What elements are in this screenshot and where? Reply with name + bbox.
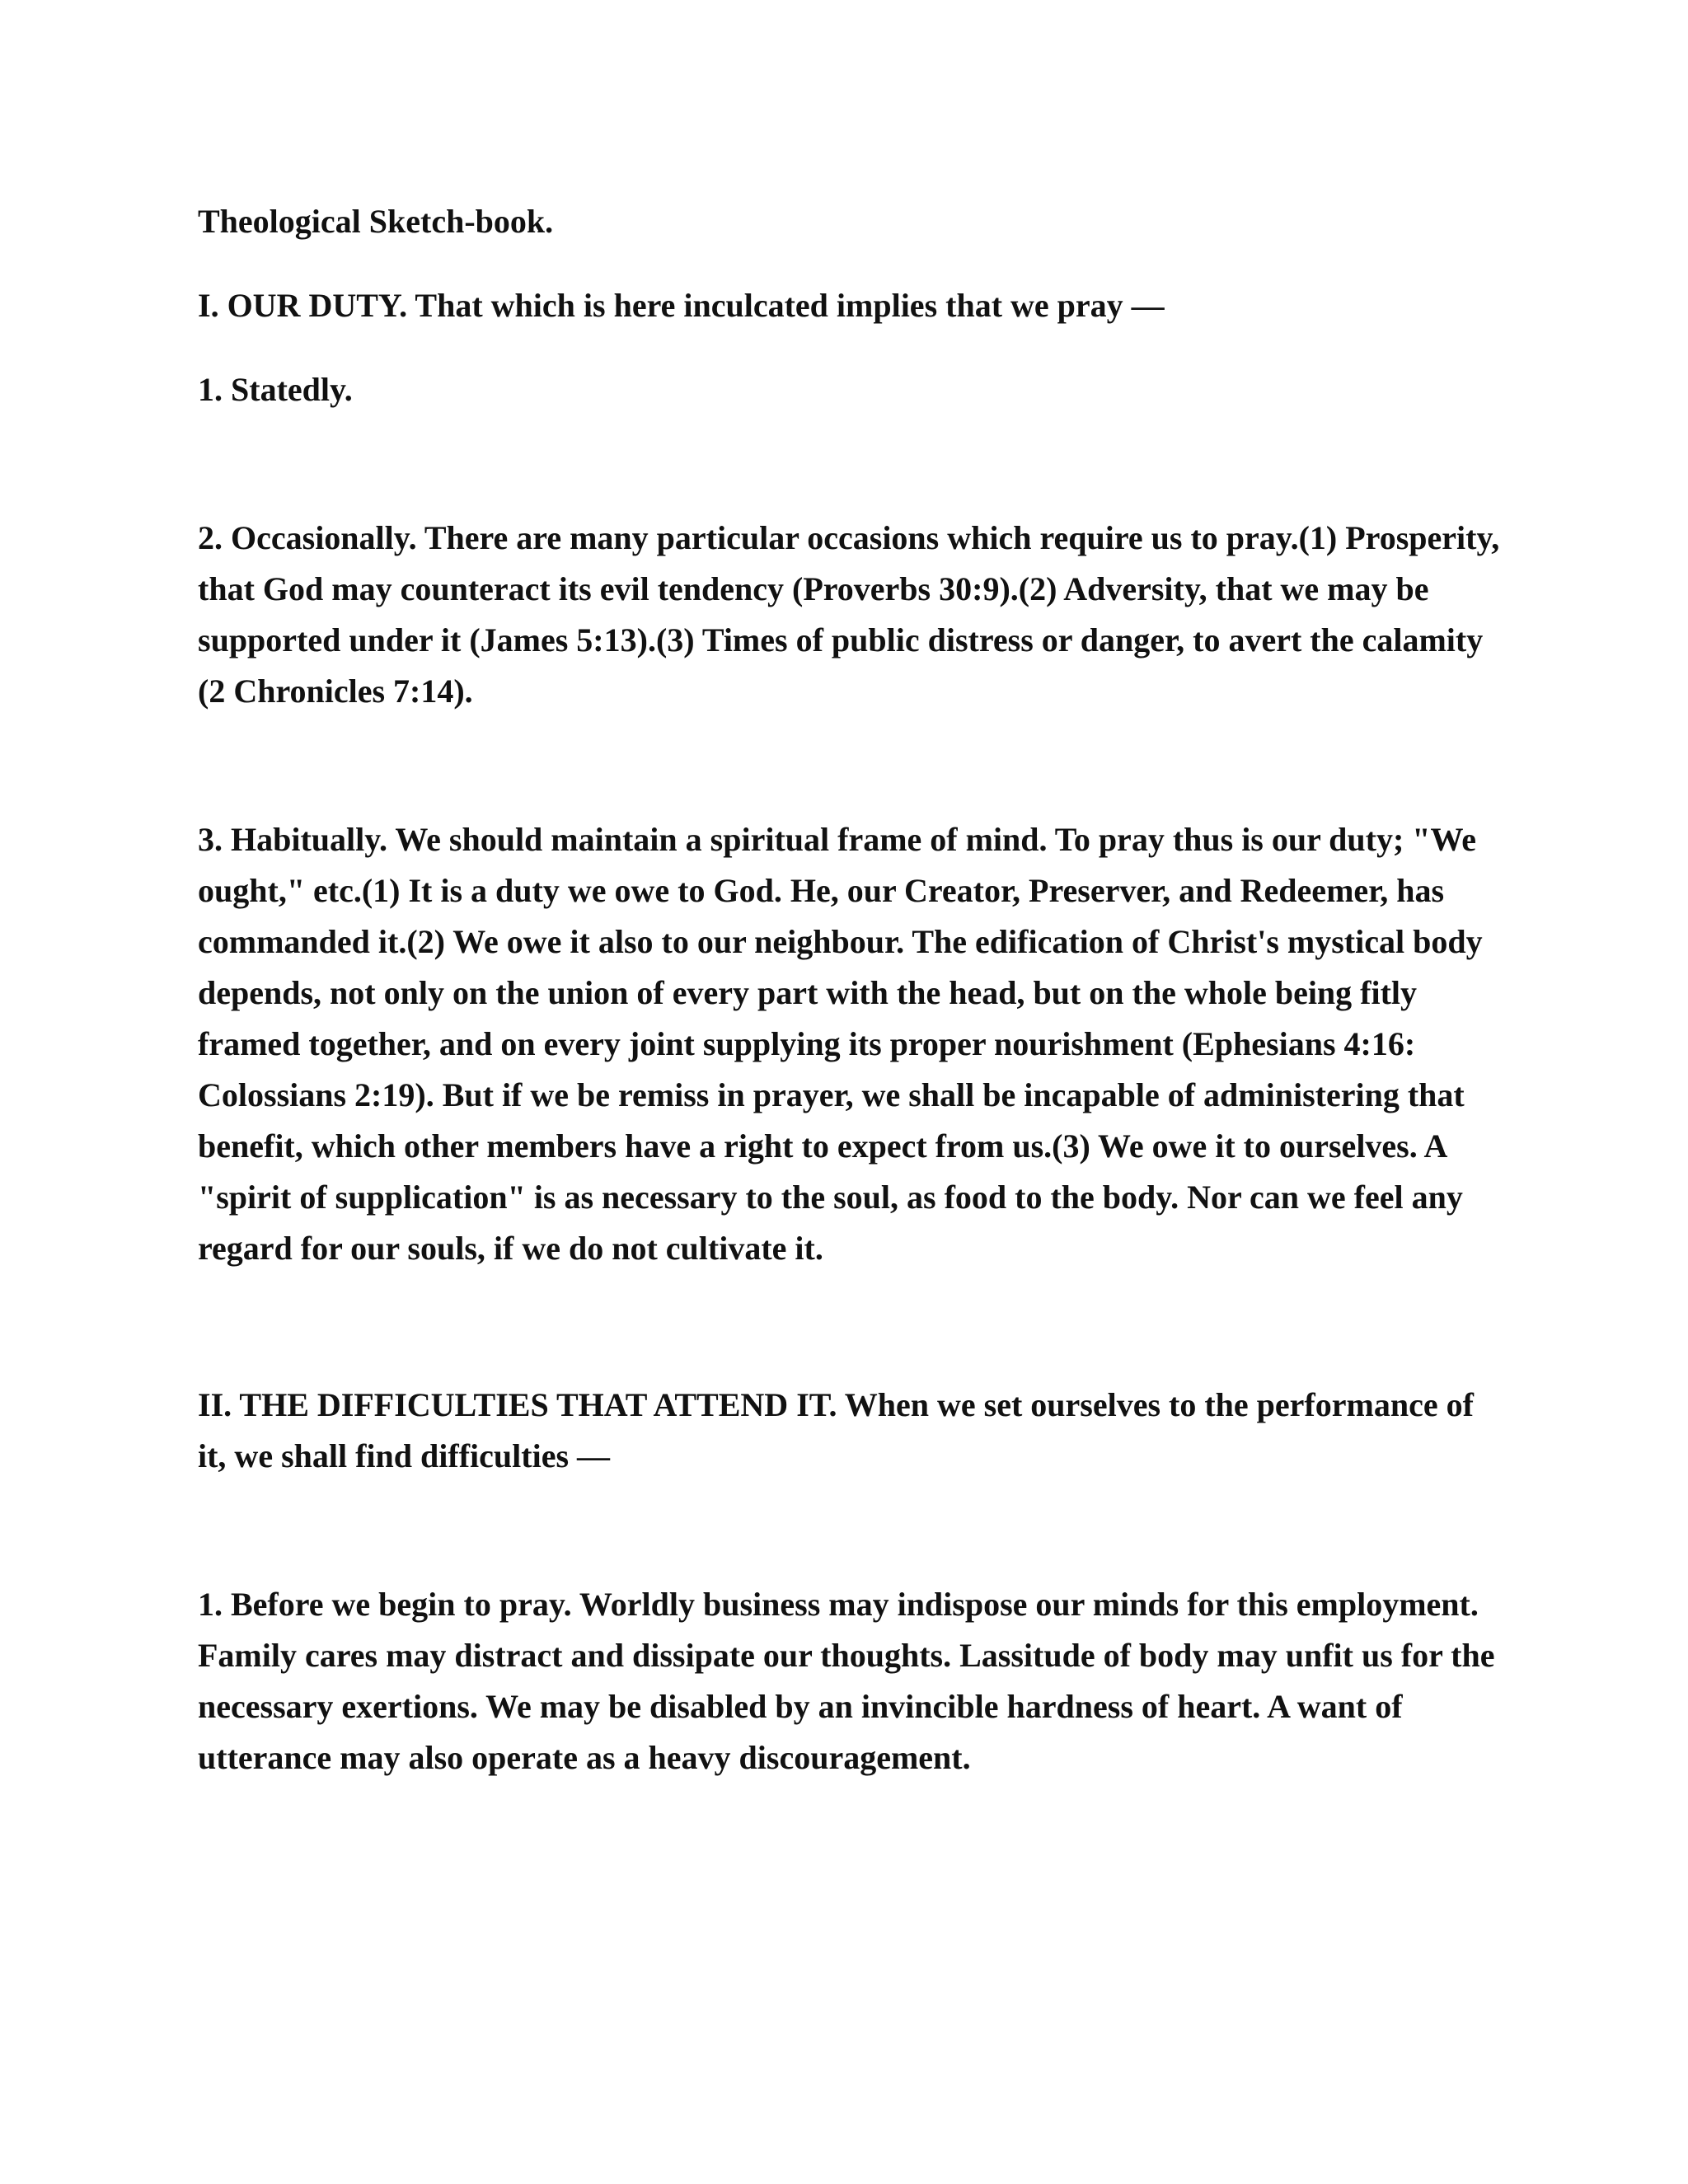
point-occasionally: 2. Occasionally. There are many particular occasions which require us to pray.(1) Prosperity, that God may counteract its evil tendency (Proverbs 30:9).(2) Adversity, that we may be supported under it (James 5:13).(3) Times of public distress or danger, to avert the calamity (2 Chronicles 7:14). xyxy=(198,519,1500,710)
point-statedly: 1. Statedly. xyxy=(198,371,353,408)
document-page xyxy=(198,196,1500,1783)
section-one-intro: I. OUR DUTY. That which is here inculcated implies that we pray — xyxy=(198,287,1165,324)
point-habitually: 3. Habitually. We should maintain a spiritual frame of mind. To pray thus is our duty; "We ought," etc.(1) It is a duty we owe to God. He, our Creator, Preserver, and Redeemer, has commanded it.(2) We owe it also to our neighbour. The edification of Christ's mystical body depends, not only on the union of every part with the head, but on the whole being fitly framed together, and on every joint supplying its proper nourishment (Ephesians 4:16: Colossians 2:19). But if we be remiss in prayer, we shall be incapable of administering that benefit, which other members have a right to expect from us.(3) We owe it to ourselves. A "spirit of supplication" is as necessary to the soul, as food to the body. Nor can we feel any regard for our souls, if we do not cultivate it. xyxy=(198,821,1483,1267)
document-heading: Theological Sketch-book. xyxy=(198,203,554,240)
point-before-prayer: 1. Before we begin to pray. Worldly business may indispose our minds for this employment. Family cares may distract and dissipate our thoughts. Lassitude of body may unfit us for the necessary exertions. We may be disabled by an invincible hardness of heart. A want of utterance may also operate as a heavy discouragement. xyxy=(198,1586,1495,1776)
section-two-intro: II. THE DIFFICULTIES THAT ATTEND IT. When we set ourselves to the performance of it, we shall find difficulties — xyxy=(198,1386,1474,1474)
